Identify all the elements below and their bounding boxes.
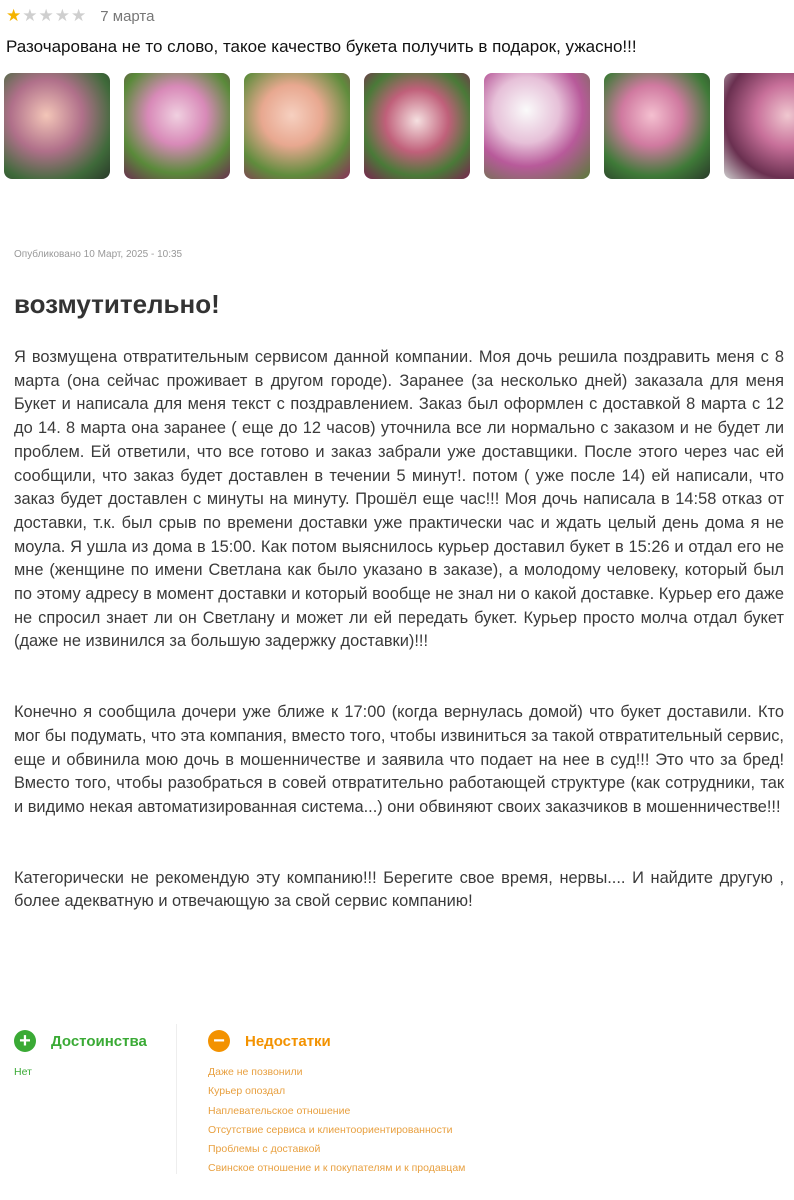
star-icon: ★ [54, 6, 70, 25]
cons-item: Даже не позвонили [208, 1066, 303, 1078]
cons-item: Курьер опоздал [208, 1085, 286, 1098]
photo-gallery [4, 73, 794, 179]
post-body [14, 346, 784, 961]
review-date: 7 марта [100, 7, 155, 25]
review-header [6, 6, 154, 26]
rating-stars [6, 6, 86, 26]
published-date: Опубликовано 10 Март, 2025 - 10:35 [14, 249, 183, 260]
cons-item: Наплевательское отношение [208, 1104, 351, 1117]
review-photo[interactable] [4, 73, 110, 179]
minus-icon: − [208, 1030, 230, 1052]
review-title: Разочарована не то слово, такое качество букета получить в подарок, ужасно!!! [6, 37, 637, 56]
pros-section [14, 1030, 174, 1082]
divider [176, 1024, 177, 1174]
review-photo[interactable] [244, 73, 350, 179]
paragraph: Конечно я сообщила дочери уже ближе к 17:00 (когда вернулась домой) что букет доставили. Кто мог бы подумать, что эта компания, вместо того, чтобы извиниться за такой отвратительный сервис, еще и обвинила мою дочь в мошенничестве и заявила что подает на нее в суд!!! Это что за бред! Вместо того, чтобы разобраться в совей отвратительно работающей структуре (как сотрудники, так и видимо некая автоматизированная система...) они обвиняют своих заказчиков в мошенничестве!!! [14, 703, 784, 816]
pros-list [14, 1063, 174, 1082]
review-photo[interactable] [604, 73, 710, 179]
star-icon: ★ [6, 6, 22, 25]
cons-label: Недостатки [245, 1032, 331, 1050]
paragraph: Я возмущена отвратительным сервисом данной компании. Моя дочь решила поздравить меня с 8 марта (она сейчас проживает в другом городе). Заранее (за несколько дней) заказала для меня Букет и написала для меня текст с поздравлением. Заказ был оформлен с доставкой 8 марта с 12 до 14. 8 марта она заранее ( еще до 12 часов) уточнила все ли нормально с заказом и не будет ли проблем. Ей ответили, что все готово и заказ забрали уже доставщики. После этого через час ей сообщили, что заказ будет доставлен в течении 5 минут!. потом ( уже после 14) ей написали, что заказ будет доставлен с минуты на минуту. Прошёл еще час!!! Моя дочь написала в 14:58 отказ от доставки, т.к. был срыв по времени доставки уже практически час и ждать целый день дома я не моула. Я ушла из дома в 15:00. Как потом выяснилось курьер доставил букет в 15:26 и отдал его не мне (женщине по имени Светлана как было указано в заказе), а молодому человеку, который был по этому адресу в момент доставки и который вообще не знал ни о какой доставке. Курьер его даже не спросил знает ли он Светлану и может ли ей передать букет. Курьер просто молча отдал букет (даже не извинился за большую задержку доставки)!!! [14, 348, 784, 651]
cons-item: Проблемы с доставкой [208, 1143, 321, 1156]
star-icon: ★ [38, 6, 54, 25]
pros-label: Достоинства [51, 1032, 147, 1050]
pros-item: Нет [14, 1066, 32, 1078]
cons-item: Отсутствие сервиса и клиентоориентированности [208, 1123, 453, 1136]
review-photo[interactable] [364, 73, 470, 179]
review-photo[interactable] [124, 73, 230, 179]
post-heading: возмутительно! [14, 289, 220, 319]
cons-list [208, 1063, 465, 1179]
cons-section [208, 1030, 465, 1179]
review-photo[interactable] [484, 73, 590, 179]
paragraph: Категорически не рекомендую эту компанию!!! Берегите свое время, нервы.... И найдите другую , более адекватную и отвечающую за свой сервис компанию! [14, 868, 784, 911]
star-icon: ★ [71, 6, 87, 25]
plus-icon: + [14, 1030, 36, 1052]
review-photo[interactable] [724, 73, 794, 179]
star-icon: ★ [22, 6, 38, 25]
cons-item: Свинское отношение и к покупателям и к продавцам [208, 1162, 466, 1175]
